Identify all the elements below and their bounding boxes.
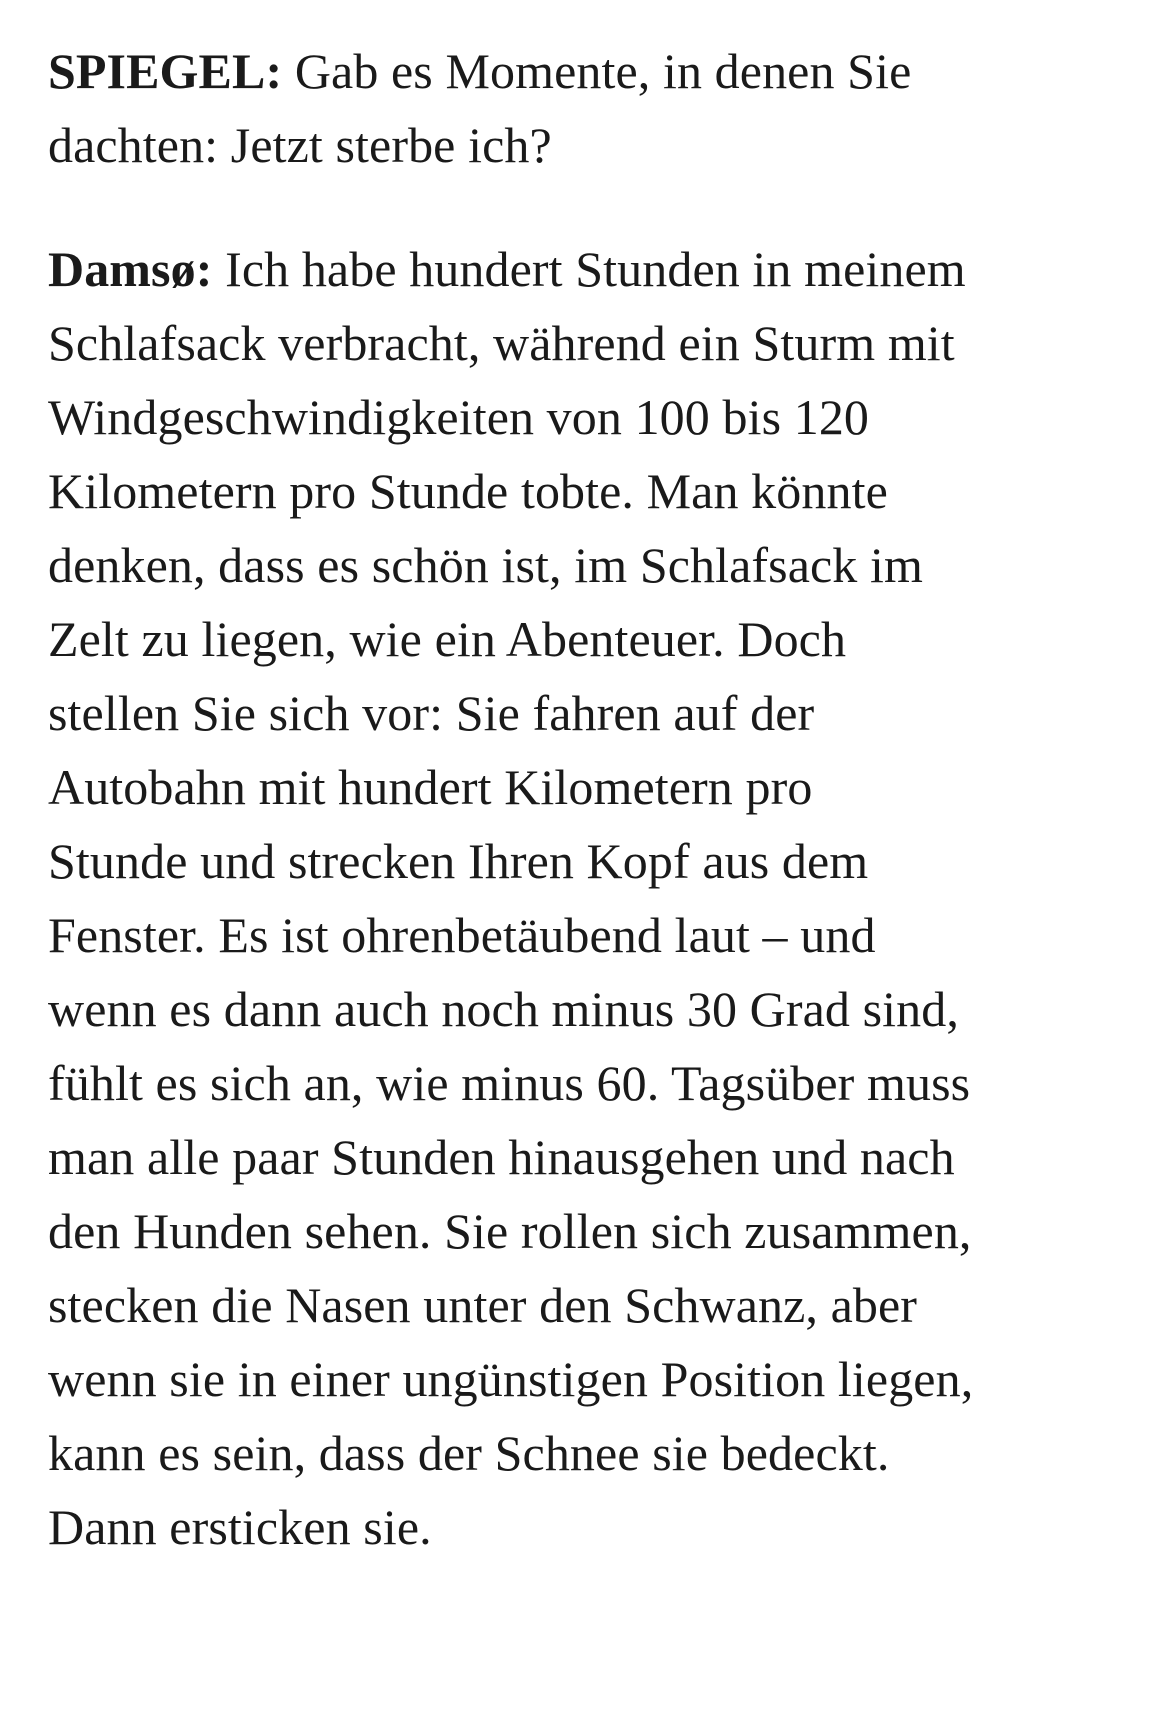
text-line: Fenster. Es ist ohrenbetäubend laut – und — [48, 907, 876, 963]
question-paragraph — [48, 34, 1128, 182]
text-line: denken, dass es schön ist, im Schlafsack im — [48, 537, 923, 593]
speaker-label: SPIEGEL: — [48, 43, 283, 99]
text-line: wenn es dann auch noch minus 30 Grad sind, — [48, 981, 959, 1037]
line-text: Gab es Momente, in denen Sie — [294, 43, 912, 99]
text-line: stellen Sie sich vor: Sie fahren auf der — [48, 685, 815, 741]
text-line: Zelt zu liegen, wie ein Abenteuer. Doch — [48, 611, 847, 667]
text-line: Windgeschwindigkeiten von 100 bis 120 — [48, 389, 870, 445]
text-line: man alle paar Stunden hinausgehen und nach — [48, 1129, 955, 1185]
text-line: stecken die Nasen unter den Schwanz, aber — [48, 1277, 918, 1333]
text-line: wenn sie in einer ungünstigen Position liegen, — [48, 1351, 974, 1407]
article-body — [48, 34, 1128, 1564]
text-line: Kilometern pro Stunde tobte. Man könnte — [48, 463, 888, 519]
line-text: Ich habe hundert Stunden in meinem — [225, 241, 966, 297]
text-line — [48, 34, 1128, 108]
text-line: Stunde und strecken Ihren Kopf aus dem — [48, 833, 869, 889]
speaker-label: Damsø: — [48, 241, 213, 297]
answer-paragraph — [48, 232, 1128, 1564]
text-line: fühlt es sich an, wie minus 60. Tagsüber muss — [48, 1055, 971, 1111]
text-line: kann es sein, dass der Schnee sie bedeckt. — [48, 1425, 890, 1481]
text-line — [48, 232, 1128, 306]
text-line: Schlafsack verbracht, während ein Sturm mit — [48, 315, 955, 371]
text-line: Dann ersticken sie. — [48, 1499, 432, 1555]
text-line: den Hunden sehen. Sie rollen sich zusammen, — [48, 1203, 972, 1259]
text-line: Autobahn mit hundert Kilometern pro — [48, 759, 813, 815]
text-line: dachten: Jetzt sterbe ich? — [48, 117, 552, 173]
